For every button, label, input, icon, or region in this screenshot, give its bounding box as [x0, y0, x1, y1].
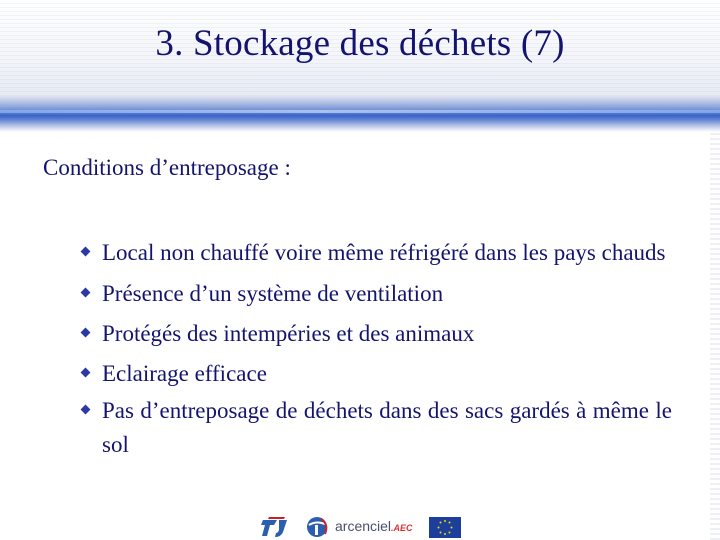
- bullet-text: Présence d’un système de ventilation: [102, 281, 444, 306]
- diamond-bullet-icon: [81, 328, 91, 338]
- bullet-item: [80, 274, 672, 314]
- diamond-bullet-icon: [81, 368, 91, 378]
- bullet-item: [80, 314, 672, 354]
- arcenciel-logo-text: arcenciel.AEC: [335, 518, 413, 534]
- section-subheading: Conditions d’entreposage :: [43, 155, 291, 180]
- diamond-bullet-icon: [81, 288, 91, 298]
- arcenciel-logo-icon: [305, 516, 331, 538]
- right-edge-shading: [710, 132, 720, 540]
- slide-title: 3. Stockage des déchets (7): [155, 23, 565, 64]
- diamond-bullet-icon: [81, 247, 91, 257]
- diamond-bullet-icon: [81, 405, 91, 415]
- bullet-text: Local non chauffé voire même réfrigéré dans les pays chauds: [102, 240, 666, 265]
- bullet-text: Eclairage efficace: [102, 361, 267, 386]
- bullet-text: Protégés des intempéries et des animaux: [102, 321, 475, 346]
- bullet-item: [80, 236, 672, 270]
- bullet-text: Pas d’entreposage de déchets dans des sacs gardés à même le sol: [102, 398, 672, 457]
- title-band: [0, 0, 720, 96]
- bullet-item: [80, 354, 672, 394]
- title-divider: [0, 96, 720, 132]
- tj-logo-icon: [261, 516, 291, 538]
- footer-logos: [255, 514, 465, 540]
- bullet-item: [80, 394, 672, 462]
- bullet-list: [80, 236, 672, 466]
- eu-flag-icon: [429, 517, 461, 538]
